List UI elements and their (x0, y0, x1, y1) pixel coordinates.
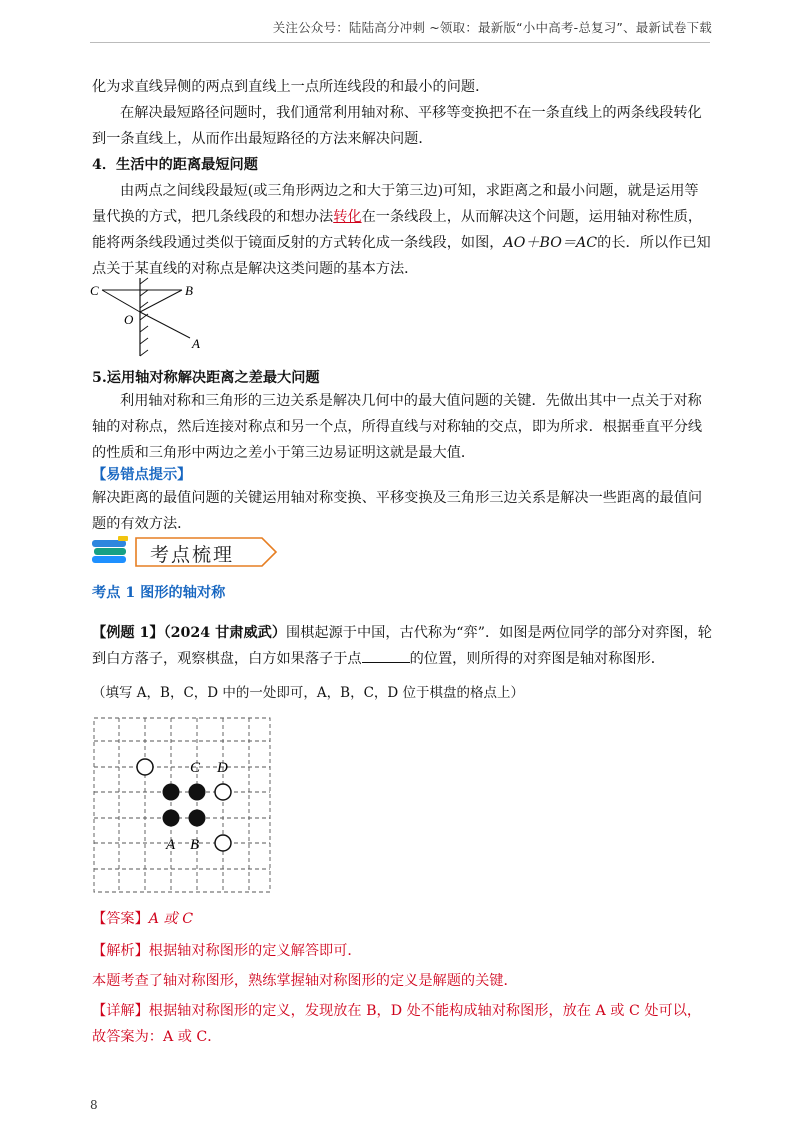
white-stone (137, 759, 153, 775)
board-label-d: D (217, 760, 228, 776)
detail-label: 【详解】 (92, 1003, 149, 1019)
black-stone (163, 784, 180, 801)
board-label-a: A (166, 837, 176, 853)
tips-heading: 【易错点提示】 (92, 467, 192, 483)
example-note: （填写 A，B，C，D 中的一处即可，A，B，C，D 位于棋盘的格点上） (92, 685, 525, 701)
board-label-b: B (190, 837, 200, 853)
answer-value: A 或 C (148, 911, 194, 927)
answer-line (92, 906, 712, 932)
white-stone (215, 835, 231, 851)
section4-text-c: 的长．所以作已知点关于某直线的对称点是解决这类问题的基本方法． (92, 235, 711, 277)
segment-oa (140, 312, 190, 338)
black-stone (163, 810, 180, 827)
section4-formula: AO＋BO＝AC (503, 235, 598, 251)
label-c: C (90, 283, 99, 298)
kaodian-title: 考点 1 图形的轴对称 (92, 585, 226, 601)
detail-line (92, 998, 712, 1024)
answer-blank (362, 648, 410, 663)
intro-paragraph: 在解决最短路径问题时，我们通常利用轴对称、平移等变换把不在一条直线上的两条线段转化到一条直线上，从而作出最短路径的方法来解决问题． (92, 105, 702, 147)
example-text-b: 的位置，则所得的对弈图是轴对称图形． (409, 651, 665, 667)
segment-bo (140, 290, 182, 312)
board-label-c: C (190, 760, 201, 776)
example-source: （2024 甘肃威武） (163, 625, 287, 641)
section4-paragraph (92, 178, 712, 282)
go-board (92, 716, 276, 896)
answer-label: 【答案】 (92, 911, 149, 927)
section5-paragraph: 利用轴对称和三角形的三边关系是解决几何中的最大值问题的关键．先做出其中一点关于对称轴的对称点，然后连接对称点和另一个点，所得直线与对称轴的交点，即为所求．根据垂直平分线的性质和三角形中两边之差小于第三边易证明这就是最大值． (92, 393, 703, 461)
intro-line: 化为求直线异侧的两点到直线上一点所连线段的和最小的问题． (92, 79, 490, 95)
banner-title: 考点梳理 (150, 544, 235, 566)
section5-title: 5.运用轴对称解决距离之差最大问题 (92, 370, 320, 386)
section4-text-a: 由两点之间线段最短(或三角形两边之和大于第三边)可知，求距离之和最小问题，就是运用等量代换的方式，把几条线段的和想办法 (92, 183, 699, 225)
label-b: B (185, 283, 193, 298)
board-grid (94, 718, 270, 892)
books-icon (92, 536, 128, 563)
analysis-note: 本题考查了轴对称图形，熟练掌握轴对称图形的定义是解题的关键． (92, 973, 518, 989)
segment-co (102, 290, 140, 312)
label-a: A (192, 336, 200, 351)
tips-text: 解决距离的最值问题的关键运用轴对称变换、平移变换及三角形三边关系是解决一些距离的最值问题的有效方法． (92, 490, 703, 532)
example-paragraph (92, 620, 712, 672)
detail-conclusion: 故答案为：A 或 C． (92, 1029, 222, 1045)
analysis-label: 【解析】 (92, 943, 149, 959)
black-stone (189, 784, 206, 801)
black-stone (189, 810, 206, 827)
analysis-line (92, 938, 712, 964)
page-header: 关注公众号：陆陆高分冲刺 ~领取：最新版“小中高考-总复习”、最新试卷下载 (272, 20, 712, 35)
analysis-text: 根据轴对称图形的定义解答即可． (148, 943, 362, 959)
section4-title: 4．生活中的距离最短问题 (92, 157, 258, 173)
mirror-figure (88, 276, 218, 360)
header-divider (90, 42, 710, 43)
detail-text: 根据轴对称图形的定义，发现放在 B，D 处不能构成轴对称图形，放在 A 或 C 处可以， (148, 1003, 702, 1019)
page-number: 8 (90, 1098, 98, 1112)
label-o: O (124, 312, 134, 327)
white-stone (215, 784, 231, 800)
example-text-a: 围棋起源于中国，古代称为“弈”．如图是两位同学的部分对弈图，轮到白方落子，观察棋盘，白方如果落子于点 (92, 625, 712, 667)
section4-highlight: 转化 (333, 209, 362, 225)
example-label: 【例题 1】 (92, 625, 164, 641)
section4-text-b: 在一条线段上，从而解决这个问题，运用轴对称性质，能将两条线段通过类似于镜面反射的方式转化成一条线段，如图， (92, 209, 703, 251)
